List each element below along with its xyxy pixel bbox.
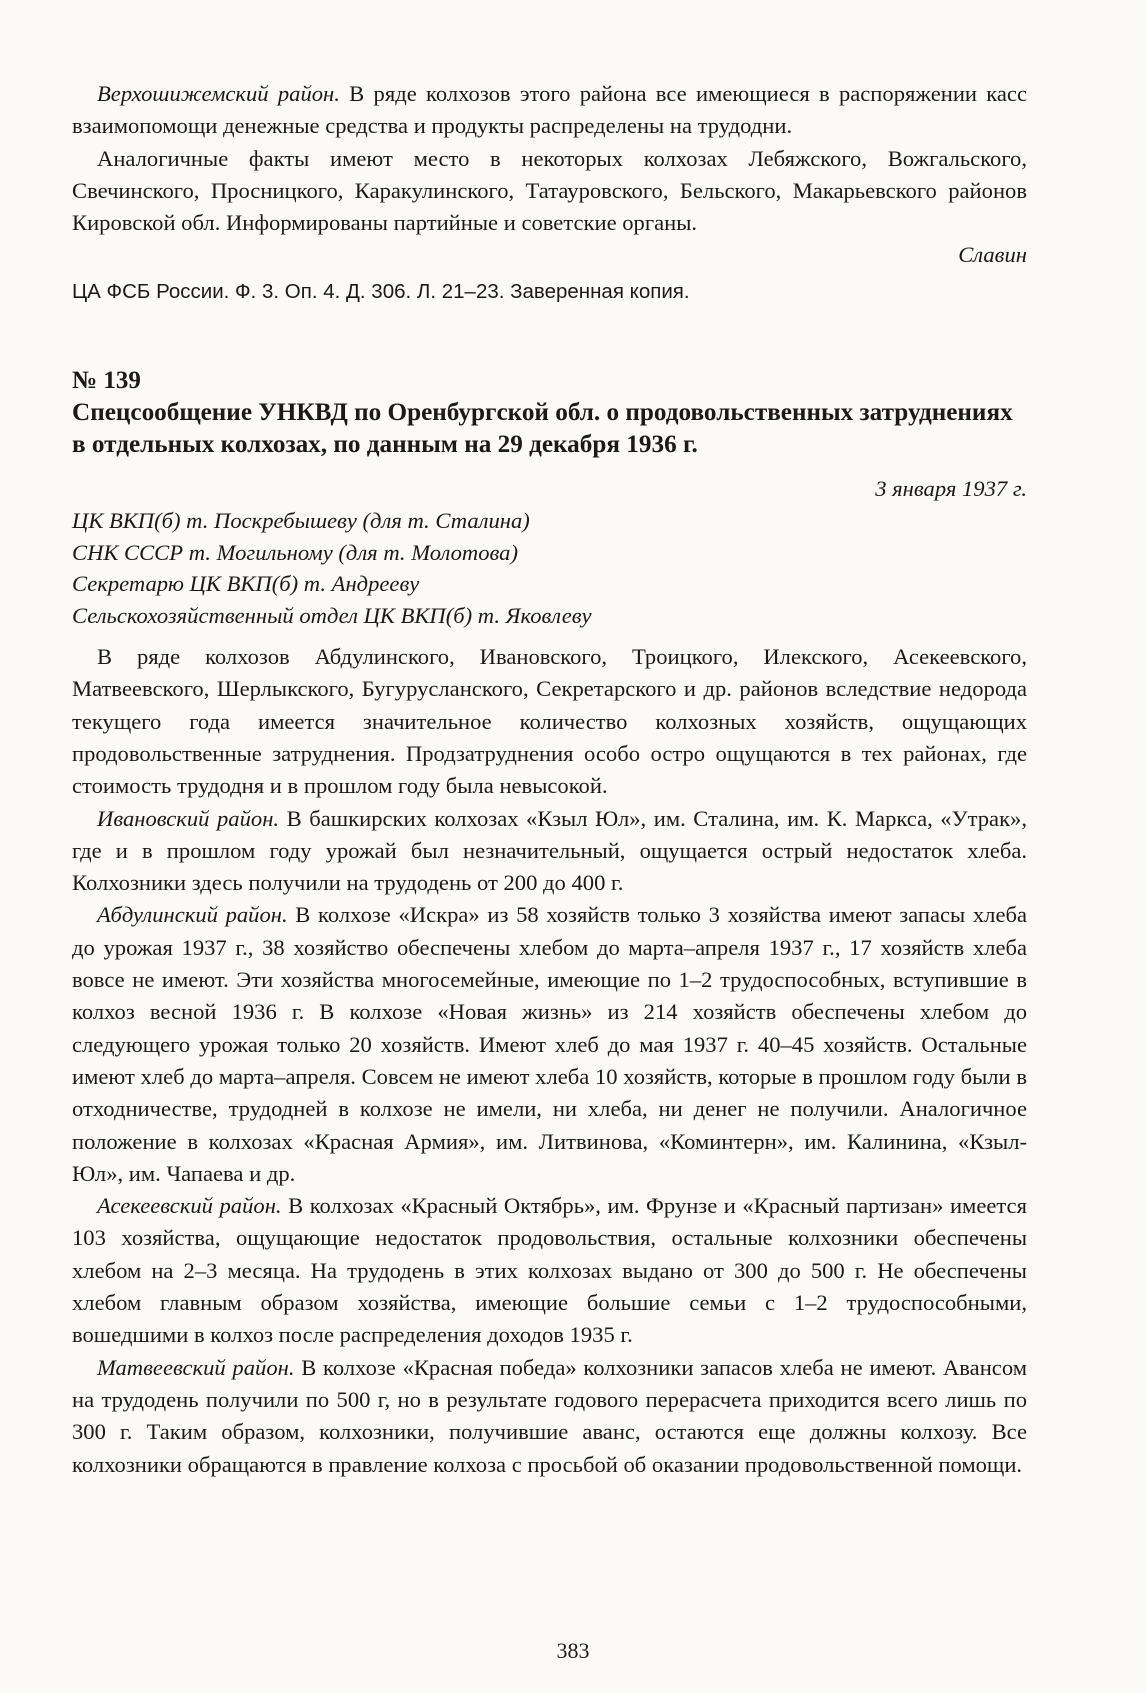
region-name: Ивановский район. (97, 805, 280, 831)
paragraph-asekeevsky (72, 1190, 1027, 1351)
paragraph-ivanovsky (72, 803, 1027, 900)
region-name: Асекеевский район. (97, 1193, 282, 1219)
paragraph-text: В башкирских колхозах «Кзыл Юл», им. Сталина, им. К. Маркса, «Утрак», где и в прошлом году урожай был незначительный, ощущается острый недостаток хлеба. Колхозники здесь получили на трудодень от 200 до 400 г. (72, 805, 1027, 896)
paragraph-text: В колхозе «Искра» из 58 хозяйств только 3 хозяйства имеют запасы хлеба до урожая 1937 г., 38 хозяйство обеспечены хлебом до марта–апреля 1937 г., 17 хозяйств хлеба вовсе не имеют. Эти хозяйства многосемейные, имеющие по 1–2 трудоспособных, вступившие в колхоз весной 1936 г. В колхозе «Новая жизнь» из 214 хозяйств обеспечены хлебом до следующего урожая только 20 хозяйств. Имеют хлеб до мая 1937 г. 40–45 хозяйств. Остальные имеют хлеб до марта–апреля. Совсем не имеют хлеба 10 хозяйств, которые в прошлом году были в отходничестве, трудодней в колхозе не имели, ни хлеба, ни денег не получили. Аналогичное положение в колхозах «Красная Армия», им. Литвинова, «Коминтерн», им. Калинина, «Кзыл-Юл», им. Чапаева и др. (72, 902, 1027, 1186)
addressee: Секретарю ЦК ВКП(б) т. Андрееву (72, 571, 420, 597)
document-date: 3 января 1937 г. (875, 475, 1027, 501)
region-name: Абдулинский район. (97, 902, 288, 928)
document-title: Спецсообщение УНКВД по Оренбургской обл. о продовольственных затруднениях в отдельных колхозах, по данным на 29 декабря 1936 г. (72, 398, 1013, 458)
addressee-list (72, 505, 1027, 631)
region-name: Матвеевский район. (97, 1354, 295, 1380)
paragraph-matveevsky (72, 1352, 1027, 1481)
signature: Славин (958, 242, 1027, 268)
paragraph-analogous-facts: Аналогичные факты имеют место в некоторых колхозах Лебяжского, Вожгальского, Свечинского, Просницкого, Каракулинского, Татауровского, Бельского, Макарьевского районов Кировской обл. Информированы партийные и советские органы. (72, 145, 1027, 236)
page-number: 383 (556, 1638, 590, 1663)
paragraph-abdulinsky (72, 899, 1027, 1190)
page-content (72, 78, 1027, 1481)
paragraph-text: В ряде колхозов этого района все имеющиеся в распоряжении касс взаимопомощи денежные средства и продукты распределены на трудодни. (72, 81, 1027, 139)
paragraph-verkhoshizhemsky (72, 78, 1027, 143)
paragraph-text: В колхозах «Красный Октябрь», им. Фрунзе и «Красный партизан» имеется 103 хозяйства, ощущающие недостаток продовольствия, остальные колхозники обеспечены хлебом на 2–3 месяца. На трудодень в этих колхозах выдано от 300 до 500 г. Не обеспечены хлебом главным образом хозяйства, имеющие большие семьи с 1–2 трудоспособными, вошедшими в колхоз после распределения доходов 1935 г. (72, 1193, 1027, 1348)
region-name: Верхошижемский район. (97, 81, 340, 106)
paragraph-intro: В ряде колхозов Абдулинского, Ивановского, Троицкого, Илекского, Асекеевского, Матвеевского, Шерлыкского, Бугурусланского, Секретарского и др. районов вследствие недорода текущего года имеется значительное количество колхозных хозяйств, ощущающих продовольственные затруднения. Продзатруднения особо остро ощущаются в тех районах, где стоимость трудодня и в прошлом году была невысокой. (72, 644, 1027, 799)
archive-source: ЦА ФСБ России. Ф. 3. Оп. 4. Д. 306. Л. 21–23. Заверенная копия. (72, 279, 690, 303)
addressee: ЦК ВКП(б) т. Поскребышеву (для т. Сталина) (72, 508, 530, 534)
addressee: Сельскохозяйственный отдел ЦК ВКП(б) т. Яковлеву (72, 602, 592, 628)
addressee: СНК СССР т. Могильному (для т. Молотова) (72, 539, 518, 565)
document-number: № 139 (72, 366, 141, 394)
paragraph-text: В колхозе «Красная победа» колхозники запасов хлеба не имеют. Авансом на трудодень получили по 500 г, но в результате годового перерасчета приходится всего лишь по 300 г. Таким образом, колхозники, получившие аванс, остаются еще должны колхозу. Все колхозники обращаются в правление колхоза с просьбой об оказании продовольственной помощи. (72, 1354, 1027, 1477)
